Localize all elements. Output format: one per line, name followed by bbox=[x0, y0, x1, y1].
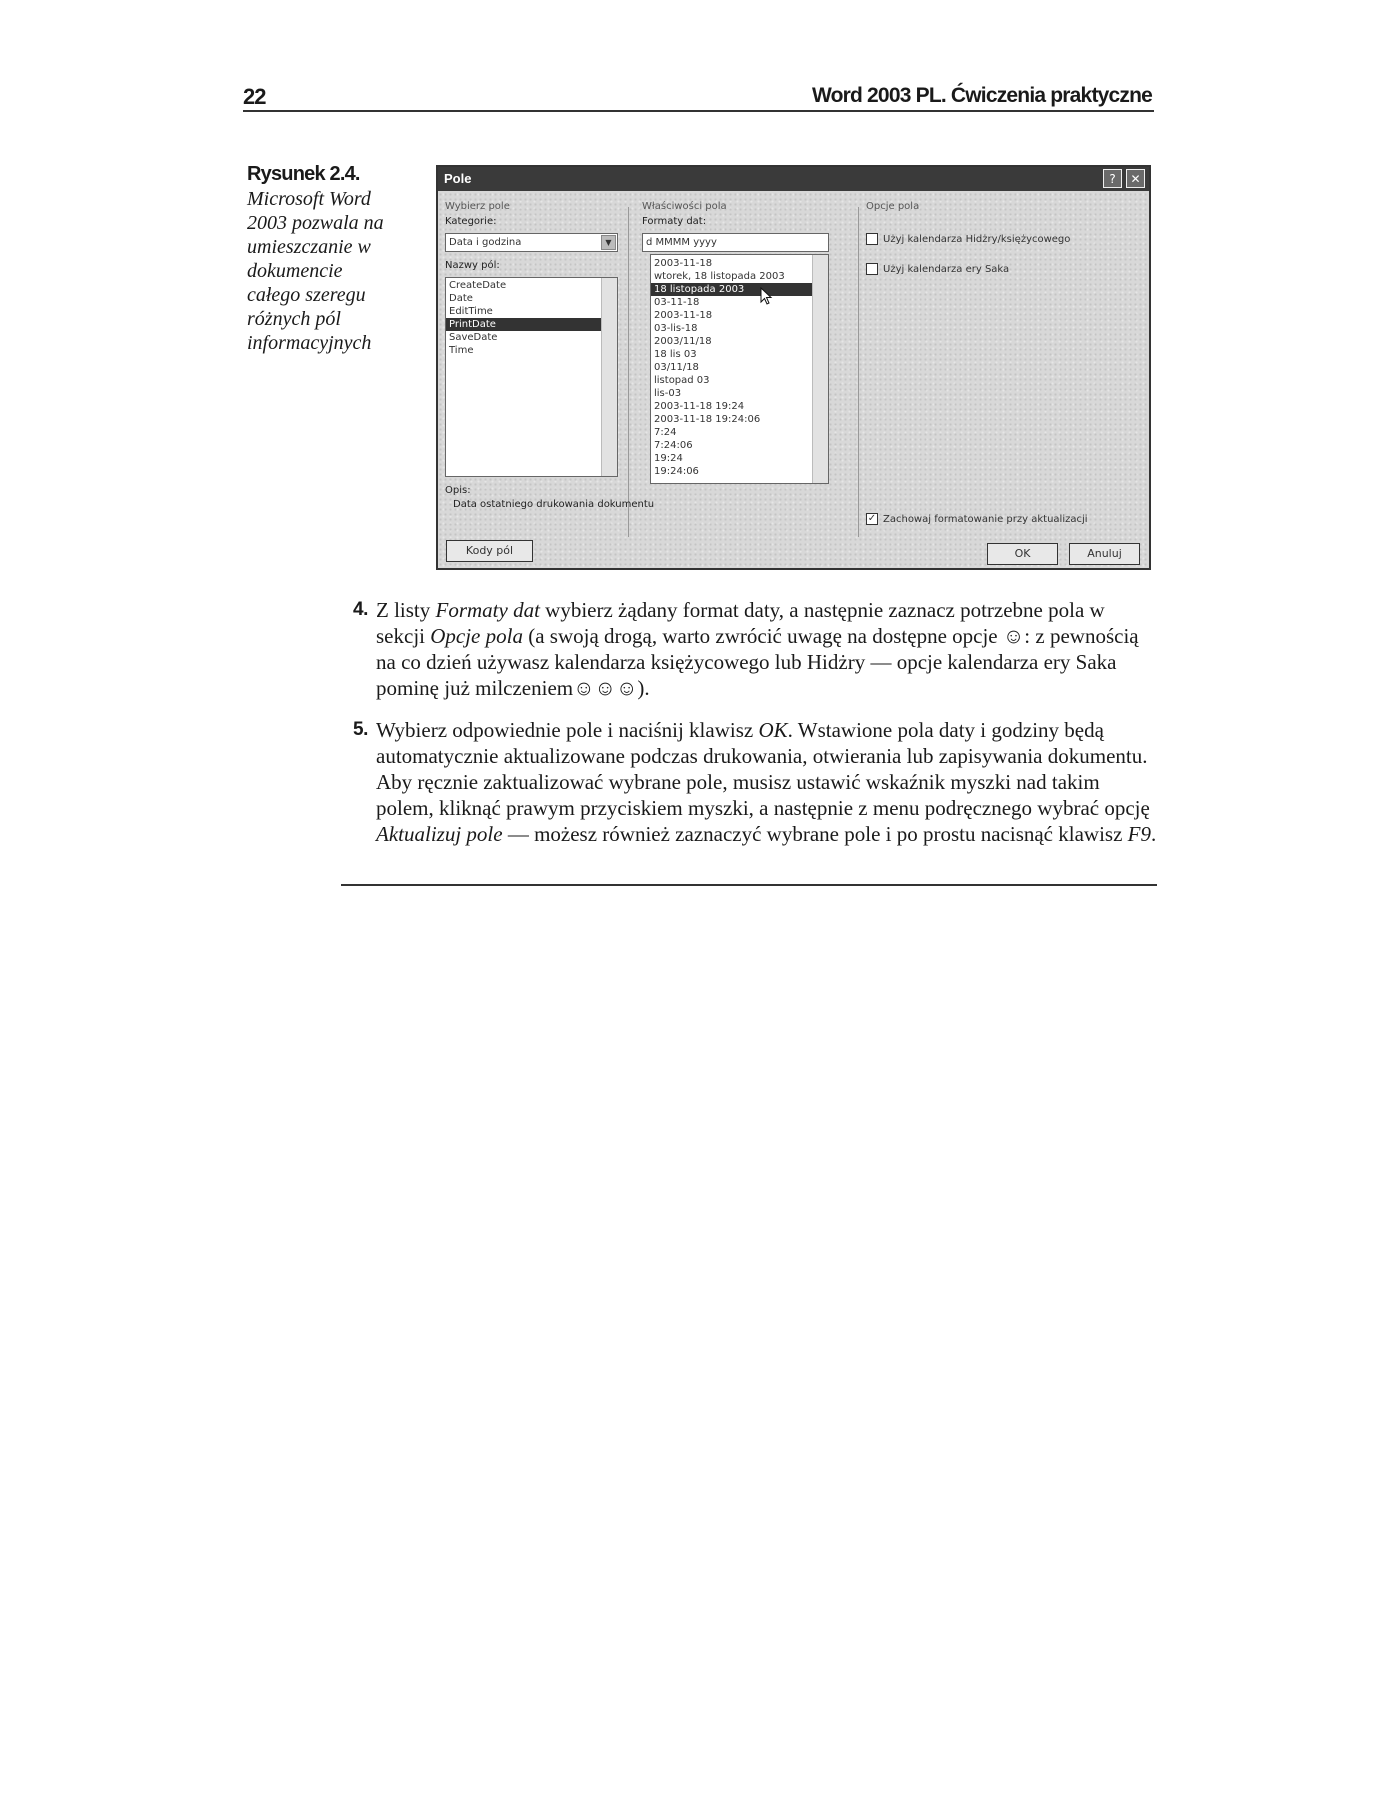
dialog-titlebar bbox=[438, 167, 1149, 191]
list-item[interactable]: SaveDate bbox=[449, 332, 498, 343]
list-item[interactable]: 2003-11-18 bbox=[654, 310, 713, 321]
saka-calendar-option[interactable] bbox=[866, 263, 1009, 275]
list-item[interactable]: 03-lis-18 bbox=[654, 323, 698, 334]
saka-calendar-label: Użyj kalendarza ery Saka bbox=[883, 263, 1010, 275]
figure-label: Rysunek 2.4. bbox=[247, 163, 360, 185]
list-item[interactable]: 19:24 bbox=[654, 453, 683, 464]
cancel-button[interactable]: Anuluj bbox=[1069, 543, 1140, 565]
step-emphasis: OK bbox=[758, 718, 788, 742]
categories-label: Kategorie: bbox=[445, 216, 497, 227]
separator bbox=[858, 207, 859, 537]
hijri-calendar-label: Użyj kalendarza Hidżry/księżycowego bbox=[883, 233, 1071, 245]
list-item[interactable]: 2003/11/18 bbox=[654, 336, 712, 347]
book-title: Word 2003 PL. Ćwiczenia praktyczne bbox=[811, 84, 1152, 107]
list-item[interactable]: 2003-11-18 19:24:06 bbox=[654, 414, 761, 425]
list-item[interactable]: 2003-11-18 bbox=[654, 258, 713, 269]
list-item[interactable]: Time bbox=[449, 345, 474, 356]
saka-calendar-checkbox[interactable] bbox=[866, 263, 878, 275]
step-text: Wybierz odpowiednie pole i naciśnij klawisz bbox=[376, 718, 759, 742]
list-item[interactable]: 7:24:06 bbox=[654, 440, 693, 451]
step-number: 4. bbox=[353, 599, 368, 620]
step-text: Z listy bbox=[376, 598, 436, 622]
preserve-formatting-checkbox[interactable]: ✓ bbox=[867, 513, 877, 524]
step-emphasis: Aktualizuj pole bbox=[376, 822, 503, 846]
close-button[interactable]: ✕ bbox=[1126, 169, 1145, 188]
list-item[interactable]: CreateDate bbox=[449, 280, 507, 291]
step-text: (a swoją drogą, warto zwrócić uwagę na dostępne opcje ☺: z pewnością na co dzień używasz kalendarza księżycowego lub Hidżry — opcje kalendarza ery Saka pominę już milczeniem☺☺☺). bbox=[376, 624, 1139, 700]
list-item[interactable]: 18 lis 03 bbox=[654, 349, 697, 360]
ok-button[interactable]: OK bbox=[987, 543, 1058, 565]
step-emphasis: F9 bbox=[1127, 822, 1151, 846]
step-5-paragraph bbox=[353, 717, 1158, 847]
list-item[interactable]: 2003-11-18 19:24 bbox=[654, 401, 745, 412]
description-text: Data ostatniego drukowania dokumentu bbox=[453, 499, 655, 510]
field-names-scrollbar[interactable] bbox=[601, 278, 617, 476]
running-header bbox=[243, 80, 1154, 112]
figure-caption: Microsoft Word 2003 pozwala na umieszczanie w dokumencie całego szeregu różnych pól informacyjnych bbox=[247, 188, 384, 354]
separator bbox=[628, 207, 629, 537]
choose-field-group-title: Wybierz pole bbox=[445, 201, 510, 212]
list-item[interactable]: 18 listopada 2003 bbox=[651, 283, 828, 296]
list-item[interactable]: wtorek, 18 listopada 2003 bbox=[654, 271, 785, 282]
step-4-paragraph bbox=[353, 597, 1158, 701]
date-formats-list[interactable] bbox=[650, 254, 829, 484]
list-item[interactable]: Date bbox=[449, 293, 473, 304]
field-names-list[interactable] bbox=[445, 277, 618, 477]
description-label: Opis: bbox=[445, 485, 471, 496]
dialog-title: Pole bbox=[444, 171, 472, 186]
step-text: . Wstawione pola daty i godziny będą automatycznie aktualizowane podczas drukowania, otwierania lub zapisywania dokumentu. Aby ręcznie zaktualizować wybrane pole, musisz ustawić wskaźnik myszki nad takim polem, kliknąć prawym przyciskiem myszki, a następnie z menu podręcznego wybrać opcję bbox=[376, 718, 1150, 820]
step-text: . bbox=[1150, 822, 1157, 846]
chevron-down-icon[interactable]: ▼ bbox=[601, 235, 616, 250]
list-item[interactable]: listopad 03 bbox=[654, 375, 710, 386]
list-item[interactable]: 03-11-18 bbox=[654, 297, 700, 308]
field-dialog bbox=[436, 165, 1151, 570]
preserve-formatting-label: Zachowaj formatowanie przy aktualizacji bbox=[883, 513, 1088, 525]
list-item[interactable]: 03/11/18 bbox=[654, 362, 699, 373]
step-number: 5. bbox=[353, 719, 368, 740]
date-formats-scrollbar[interactable] bbox=[812, 255, 828, 483]
date-format-input[interactable] bbox=[642, 233, 829, 252]
list-item[interactable]: 7:24 bbox=[654, 427, 677, 438]
field-codes-button[interactable]: Kody pól bbox=[446, 540, 533, 562]
step-text: — możesz również zaznaczyć wybrane pole i po prostu nacisnąć klawisz bbox=[502, 822, 1128, 846]
preserve-formatting-option[interactable] bbox=[866, 513, 1088, 525]
step-text: wybierz żądany format daty, a następnie zaznacz potrzebne pola w sekcji bbox=[376, 598, 1105, 648]
hijri-calendar-checkbox[interactable] bbox=[866, 233, 878, 245]
help-button[interactable]: ? bbox=[1103, 169, 1122, 188]
list-item[interactable]: EditTime bbox=[449, 306, 493, 317]
page-number: 22 bbox=[243, 84, 266, 109]
hijri-calendar-option[interactable] bbox=[866, 233, 1070, 245]
step-emphasis: Opcje pola bbox=[430, 624, 523, 648]
mouse-pointer-icon bbox=[760, 287, 774, 307]
step-emphasis: Formaty dat bbox=[435, 598, 540, 622]
date-format-value: d MMMM yyyy bbox=[646, 237, 717, 248]
field-properties-group-title: Właściwości pola bbox=[642, 201, 727, 212]
list-item[interactable]: 19:24:06 bbox=[654, 466, 699, 477]
list-item[interactable]: lis-03 bbox=[654, 388, 682, 399]
category-value: Data i godzina bbox=[449, 237, 522, 248]
bottom-rule bbox=[341, 884, 1157, 886]
category-combobox[interactable] bbox=[445, 233, 618, 252]
field-names-label: Nazwy pól: bbox=[445, 260, 500, 271]
field-options-group-title: Opcje pola bbox=[866, 201, 920, 212]
list-item[interactable]: PrintDate bbox=[446, 318, 617, 331]
date-formats-label: Formaty dat: bbox=[642, 216, 707, 227]
